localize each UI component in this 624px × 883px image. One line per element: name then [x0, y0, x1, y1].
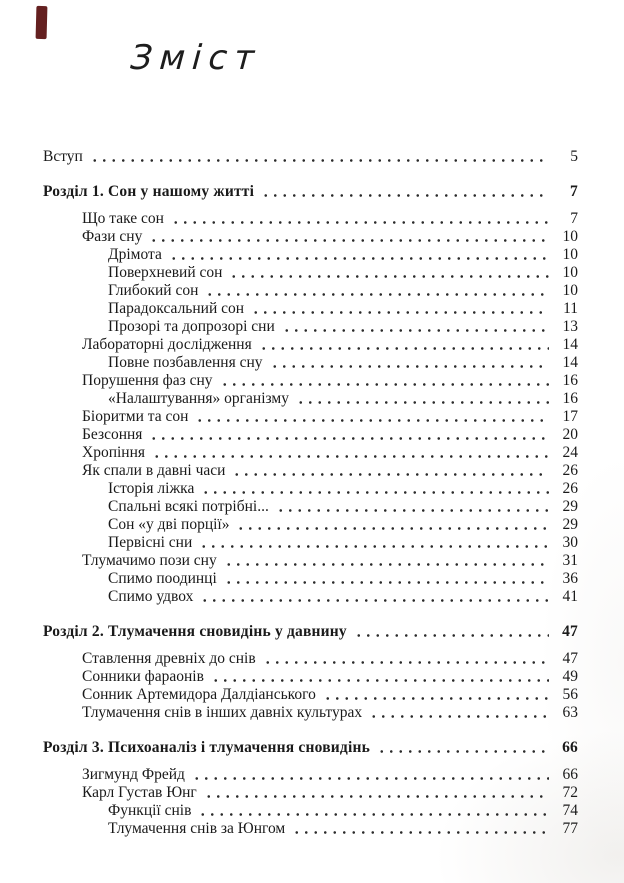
toc-entry-label: Порушення фаз сну: [82, 372, 213, 389]
toc-entry-page: 17: [562, 408, 578, 425]
dotted-leader: [249, 310, 549, 315]
toc-row: [43, 372, 578, 390]
toc-row: [43, 264, 578, 282]
toc-entry-page: 72: [562, 784, 578, 801]
toc-entry-label: Карл Густав Юнг: [82, 784, 197, 801]
toc-entry-label: Первісні сни: [108, 534, 193, 551]
dotted-leader: [367, 714, 549, 719]
dotted-leader: [234, 526, 549, 531]
dotted-leader: [147, 436, 549, 441]
toc-row: [43, 318, 578, 336]
toc-entry-page: 7: [570, 210, 578, 227]
toc-row: [43, 623, 578, 641]
toc-row: [43, 570, 578, 588]
toc-row: [43, 766, 578, 784]
toc-entry-page: 26: [562, 462, 578, 479]
toc-row: [43, 300, 578, 318]
dotted-leader: [198, 598, 549, 603]
dotted-leader: [230, 472, 549, 477]
dotted-leader: [352, 633, 549, 638]
toc-row: [43, 686, 578, 704]
toc-entry-page: 47: [562, 623, 578, 640]
dotted-leader: [150, 454, 549, 459]
dotted-leader: [147, 238, 549, 243]
toc-entry-page: 36: [562, 570, 578, 587]
toc-row: [43, 354, 578, 372]
dotted-leader: [259, 193, 549, 198]
dotted-leader: [222, 562, 549, 567]
toc-entry-label: Спимо удвох: [108, 588, 194, 605]
toc-entry-label: Глибокий сон: [108, 282, 199, 299]
toc-entry-page: 66: [562, 766, 578, 783]
dotted-leader: [169, 220, 549, 225]
toc-entry-page: 47: [562, 650, 578, 667]
toc-entry-page: 13: [562, 318, 578, 335]
toc-entry-page: 7: [570, 183, 578, 200]
dotted-leader: [321, 696, 549, 701]
toc-row: [43, 480, 578, 498]
dotted-leader: [274, 508, 549, 513]
toc-entry-page: 10: [562, 246, 578, 263]
toc-row: [43, 426, 578, 444]
dotted-leader: [218, 382, 550, 387]
toc-entry-page: 31: [562, 552, 578, 569]
toc-row: [43, 228, 578, 246]
toc-entry-label: Сонник Артемидора Далдіанського: [82, 686, 316, 703]
dotted-leader: [202, 794, 549, 799]
toc-row: [43, 210, 578, 228]
toc-entry-label: Прозорі та допрозорі сни: [108, 318, 275, 335]
toc-entry-page: 41: [562, 588, 578, 605]
toc-entry-page: 14: [562, 354, 578, 371]
toc-row: [43, 282, 578, 300]
toc-row: [43, 588, 578, 606]
toc-row: [43, 650, 578, 668]
toc-row: [43, 246, 578, 264]
toc-entry-label: Спимо поодинці: [108, 570, 217, 587]
toc-entry-label: Що таке сон: [82, 210, 164, 227]
toc-entry-label: Історія ліжка: [108, 480, 195, 497]
page-title: Зміст: [129, 38, 263, 78]
toc-entry-page: 29: [562, 498, 578, 515]
toc-entry-page: 49: [562, 668, 578, 685]
toc-entry-label: Зигмунд Фрейд: [82, 766, 185, 783]
toc-row: [43, 183, 578, 201]
toc-entry-page: 14: [562, 336, 578, 353]
dotted-leader: [268, 364, 550, 369]
dotted-leader: [375, 749, 549, 754]
toc-entry-page: 74: [562, 802, 578, 819]
toc-entry-label: Фази сну: [82, 228, 143, 245]
toc-entry-page: 77: [562, 820, 578, 837]
dotted-leader: [227, 274, 549, 279]
toc-entry-label: Сон «у дві порції»: [108, 516, 230, 533]
dotted-leader: [290, 830, 549, 835]
toc-entry-label: Дрімота: [108, 246, 162, 263]
toc-entry-label: Тлумачення снів за Юнгом: [108, 820, 286, 837]
toc-row: [43, 820, 578, 838]
toc-row: [43, 552, 578, 570]
dotted-leader: [197, 544, 549, 549]
toc-entry-label: Розділ 3. Психоаналіз і тлумачення сновидінь: [43, 739, 370, 756]
toc-row: [43, 516, 578, 534]
dotted-leader: [209, 678, 549, 683]
toc-entry-page: 26: [562, 480, 578, 497]
toc-entry-label: Хропіння: [82, 444, 146, 461]
dotted-leader: [167, 256, 549, 261]
toc-row: [43, 498, 578, 516]
toc-row: [43, 462, 578, 480]
toc-entry-label: Лабораторні дослідження: [82, 336, 252, 353]
toc-entry-label: Безсоння: [82, 426, 143, 443]
toc-entry-label: Тлумачення снів в інших давніх культурах: [82, 704, 363, 721]
toc-entry-page: 5: [570, 148, 578, 165]
toc-entry-page: 24: [562, 444, 578, 461]
toc-entry-label: Спальні всякі потрібні...: [108, 498, 269, 515]
dotted-leader: [294, 400, 549, 405]
toc-entry-page: 66: [562, 739, 578, 756]
dotted-leader: [88, 158, 549, 163]
toc-row: [43, 408, 578, 426]
toc-row: [43, 802, 578, 820]
dotted-leader: [203, 292, 549, 297]
toc-row: [43, 148, 578, 166]
dotted-leader: [280, 328, 549, 333]
toc-list: [43, 148, 578, 838]
toc-entry-label: Функції снів: [108, 802, 192, 819]
toc-entry-label: Тлумачимо пози сну: [82, 552, 217, 569]
toc-entry-page: 10: [562, 282, 578, 299]
toc-row: [43, 390, 578, 408]
toc-row: [43, 784, 578, 802]
toc-entry-page: 20: [562, 426, 578, 443]
toc-entry-label: Розділ 2. Тлумачення сновидінь у давнину: [43, 623, 347, 640]
toc-entry-label: «Налаштування» організму: [108, 390, 289, 407]
toc-row: [43, 704, 578, 722]
toc-row: [43, 336, 578, 354]
dotted-leader: [222, 580, 549, 585]
toc-entry-label: Сонники фараонів: [82, 668, 204, 685]
dotted-leader: [261, 660, 549, 665]
toc-entry-page: 16: [562, 390, 578, 407]
toc-entry-label: Поверхневий сон: [108, 264, 223, 281]
dotted-leader: [196, 812, 549, 817]
toc-entry-page: 56: [562, 686, 578, 703]
toc-entry-page: 30: [562, 534, 578, 551]
toc-entry-label: Ставлення древніх до снів: [82, 650, 256, 667]
toc-entry-label: Як спали в давні часи: [82, 462, 226, 479]
toc-entry-page: 10: [562, 264, 578, 281]
dotted-leader: [190, 776, 549, 781]
toc-entry-page: 10: [562, 228, 578, 245]
page-content: [43, 0, 578, 838]
toc-row: [43, 739, 578, 757]
toc-row: [43, 534, 578, 552]
toc-entry-label: Парадоксальний сон: [108, 300, 245, 317]
toc-row: [43, 444, 578, 462]
toc-entry-page: 63: [562, 704, 578, 721]
dotted-leader: [193, 418, 549, 423]
dotted-leader: [257, 346, 549, 351]
dotted-leader: [199, 490, 549, 495]
toc-entry-page: 29: [562, 516, 578, 533]
toc-entry-page: 11: [563, 300, 578, 317]
toc-entry-label: Біоритми та сон: [82, 408, 189, 425]
toc-entry-label: Вступ: [43, 148, 83, 165]
toc-entry-label: Розділ 1. Сон у нашому житті: [43, 183, 255, 200]
toc-entry-page: 16: [562, 372, 578, 389]
toc-entry-label: Повне позбавлення сну: [108, 354, 263, 371]
toc-row: [43, 668, 578, 686]
